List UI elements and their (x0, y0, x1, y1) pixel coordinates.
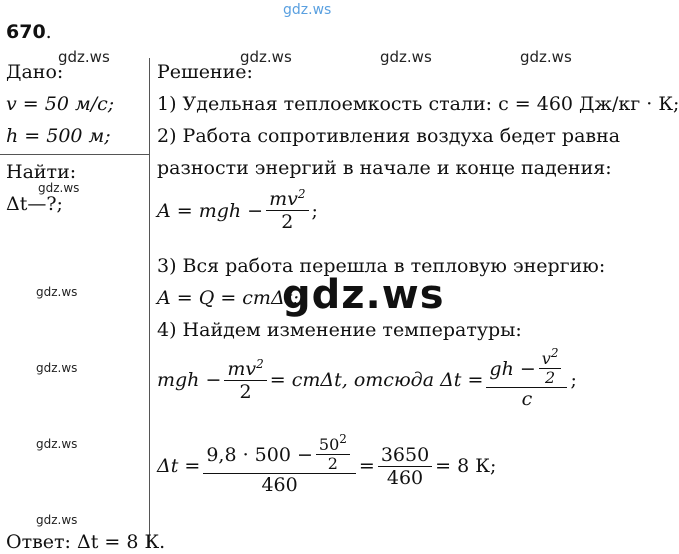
solution-label: Решение: (157, 61, 253, 83)
answer: Ответ: Δt = 8 К. (6, 531, 166, 553)
solution-step-2a: 2) Работа сопротивления воздуха бедет равна (157, 125, 621, 147)
column-divider (149, 58, 150, 548)
given-height: h = 500 м; (6, 125, 111, 147)
given-label: Дано: (6, 61, 64, 83)
equation-work: A = mgh − $\frac{mv^2}{2}$ ; (157, 187, 318, 233)
watermark: gdz.ws (36, 513, 78, 527)
solution-step-1: 1) Удельная теплоемкость стали: c = 460 Дж/кг · К; (157, 93, 679, 115)
watermark: gdz.ws (36, 437, 78, 451)
solution-step-3: 3) Вся работа перешла в тепловую энергию: (157, 255, 606, 277)
given-divider (0, 154, 149, 155)
watermark: gdz.ws (240, 48, 292, 66)
given-velocity: v = 50 м/с; (6, 93, 115, 115)
watermark-big: gdz.ws (282, 272, 445, 318)
watermark: gdz.ws (58, 48, 110, 66)
find-label: Найти: (6, 161, 77, 183)
find-delta-t: Δt—?; (6, 193, 63, 215)
watermark: gdz.ws (36, 285, 78, 299)
fraction: gh − $\frac{v^2}{2}$ c (486, 350, 567, 410)
watermark: gdz.ws (380, 48, 432, 66)
problem-number: 670. (6, 21, 52, 43)
fraction: 9,8 · 500 − $\frac{50^2}{2}$ 460 (203, 436, 356, 496)
solution-step-4: 4) Найдем изменение температуры: (157, 319, 522, 341)
fraction: $\frac{3650}{460}$ (378, 444, 432, 489)
watermark: gdz.ws (520, 48, 572, 66)
fraction: $\frac{v^2}{2}$ (539, 350, 562, 387)
fraction: $\frac{50^2}{2}$ (316, 436, 350, 473)
equation-delta-t-formula: mgh − $\frac{mv^2}{2}$ = cmΔt, отсюда Δt = gh − $\frac{v^2}{2}$ c ; (157, 346, 577, 410)
equation-heat: A = Q = cmΔt; (157, 287, 299, 309)
equation-delta-t-value: Δt = 9,8 · 500 − $\frac{50^2}{2}$ 460 = $\frac{3650}{460}$ = 8 К; (157, 432, 497, 496)
solution-step-2b: разности энергий в начале и конце падения: (157, 157, 612, 179)
fraction: $\frac{mv^2}{2}$ (224, 358, 266, 403)
fraction: $\frac{mv^2}{2}$ (266, 188, 308, 233)
watermark: gdz.ws (38, 181, 80, 195)
watermark: gdz.ws (36, 361, 78, 375)
watermark-top: gdz.ws (283, 2, 332, 18)
